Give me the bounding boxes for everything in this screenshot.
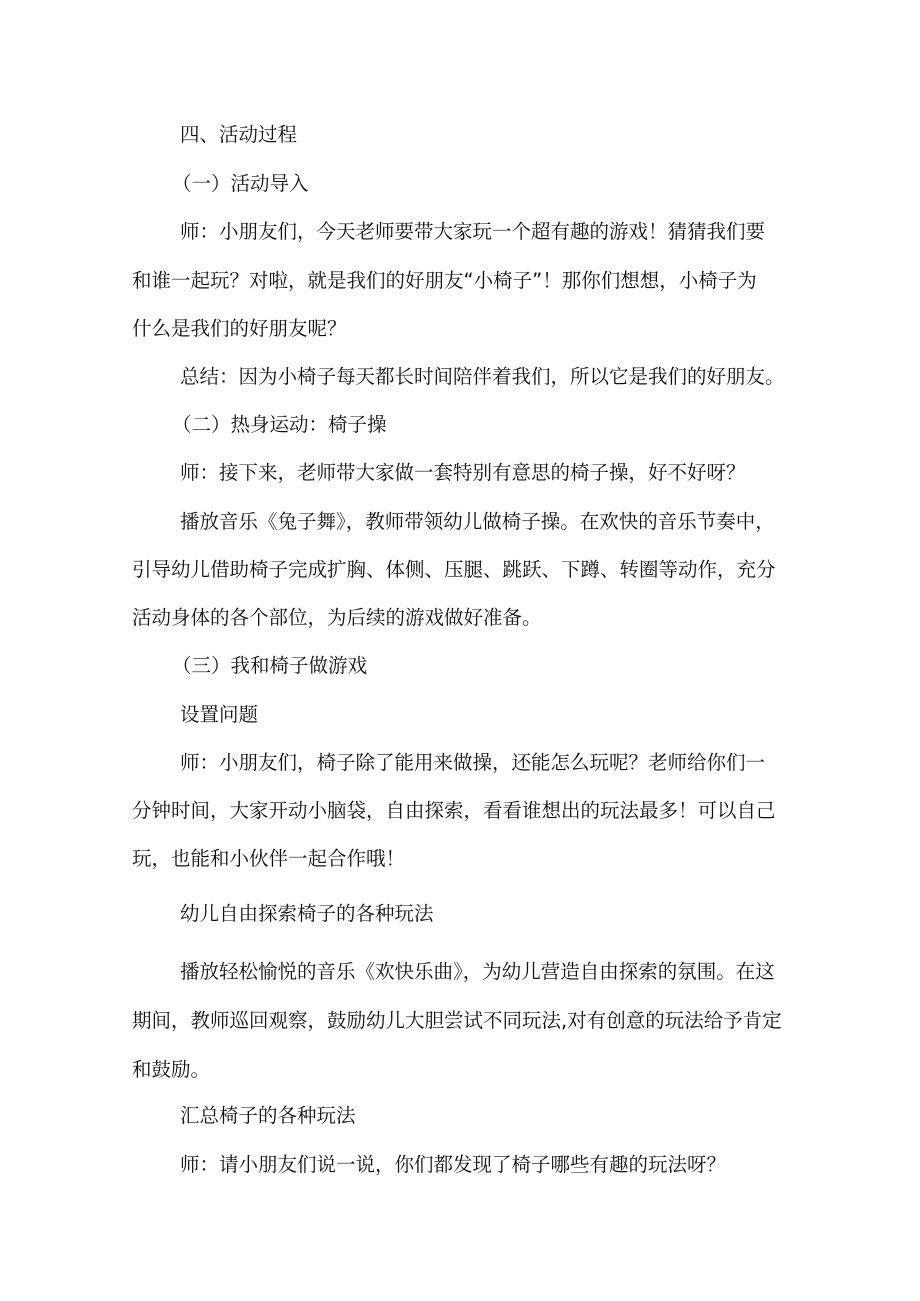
sub-heading-warmup: （二）热身运动：椅子操 <box>172 413 387 436</box>
paragraph-line: 总结：因为小椅子每天都长时间陪伴着我们，所以它是我们的好朋友。 <box>180 365 785 388</box>
paragraph-line: 玩，也能和小伙伴一起合作哦！ <box>132 847 406 870</box>
section-heading: 四、活动过程 <box>180 123 298 146</box>
label-summary: 汇总椅子的各种玩法 <box>180 1104 356 1127</box>
label-free-exploration: 幼儿自由探索椅子的各种玩法 <box>180 902 434 925</box>
paragraph-line: 和鼓励。 <box>132 1058 211 1081</box>
paragraph-line: 引导幼儿借助椅子完成扩胸、体侧、压腿、跳跃、下蹲、转圈等动作，充分 <box>132 558 776 581</box>
paragraph-line: 师：小朋友们，椅子除了能用来做操，还能怎么玩呢？老师给你们一 <box>180 751 766 774</box>
sub-heading-game: （三）我和椅子做游戏 <box>172 654 368 677</box>
paragraph-line: 分钟时间，大家开动小脑袋，自由探索，看看谁想出的玩法最多！可以自己 <box>132 799 776 822</box>
paragraph-line: 期间，教师巡回观察，鼓励幼儿大胆尝试不同玩法,对有创意的玩法给予肯定 <box>132 1009 782 1032</box>
paragraph-line: 什么是我们的好朋友呢？ <box>132 317 347 340</box>
paragraph-line: 师：小朋友们，今天老师要带大家玩一个超有趣的游戏！猜猜我们要 <box>180 220 766 243</box>
label-setting-question: 设置问题 <box>180 703 259 726</box>
paragraph-line: 师：请小朋友们说一说，你们都发现了椅子哪些有趣的玩法呀？ <box>180 1153 727 1176</box>
paragraph-line: 播放轻松愉悦的音乐《欢快乐曲》，为幼儿营造自由探索的氛围。在这 <box>180 960 775 983</box>
paragraph-line: 师：接下来，老师带大家做一套特别有意思的椅子操，好不好呀？ <box>180 461 746 484</box>
paragraph-line: 活动身体的各个部位，为后续的游戏做好准备。 <box>132 606 542 629</box>
paragraph-line: 和谁一起玩？对啦，就是我们的好朋友“小椅子”！那你们想想，小椅子为 <box>132 269 757 292</box>
paragraph-line: 播放音乐《兔子舞》，教师带领幼儿做椅子操。在欢快的音乐节奏中， <box>180 510 775 533</box>
sub-heading-intro: （一）活动导入 <box>172 172 309 195</box>
